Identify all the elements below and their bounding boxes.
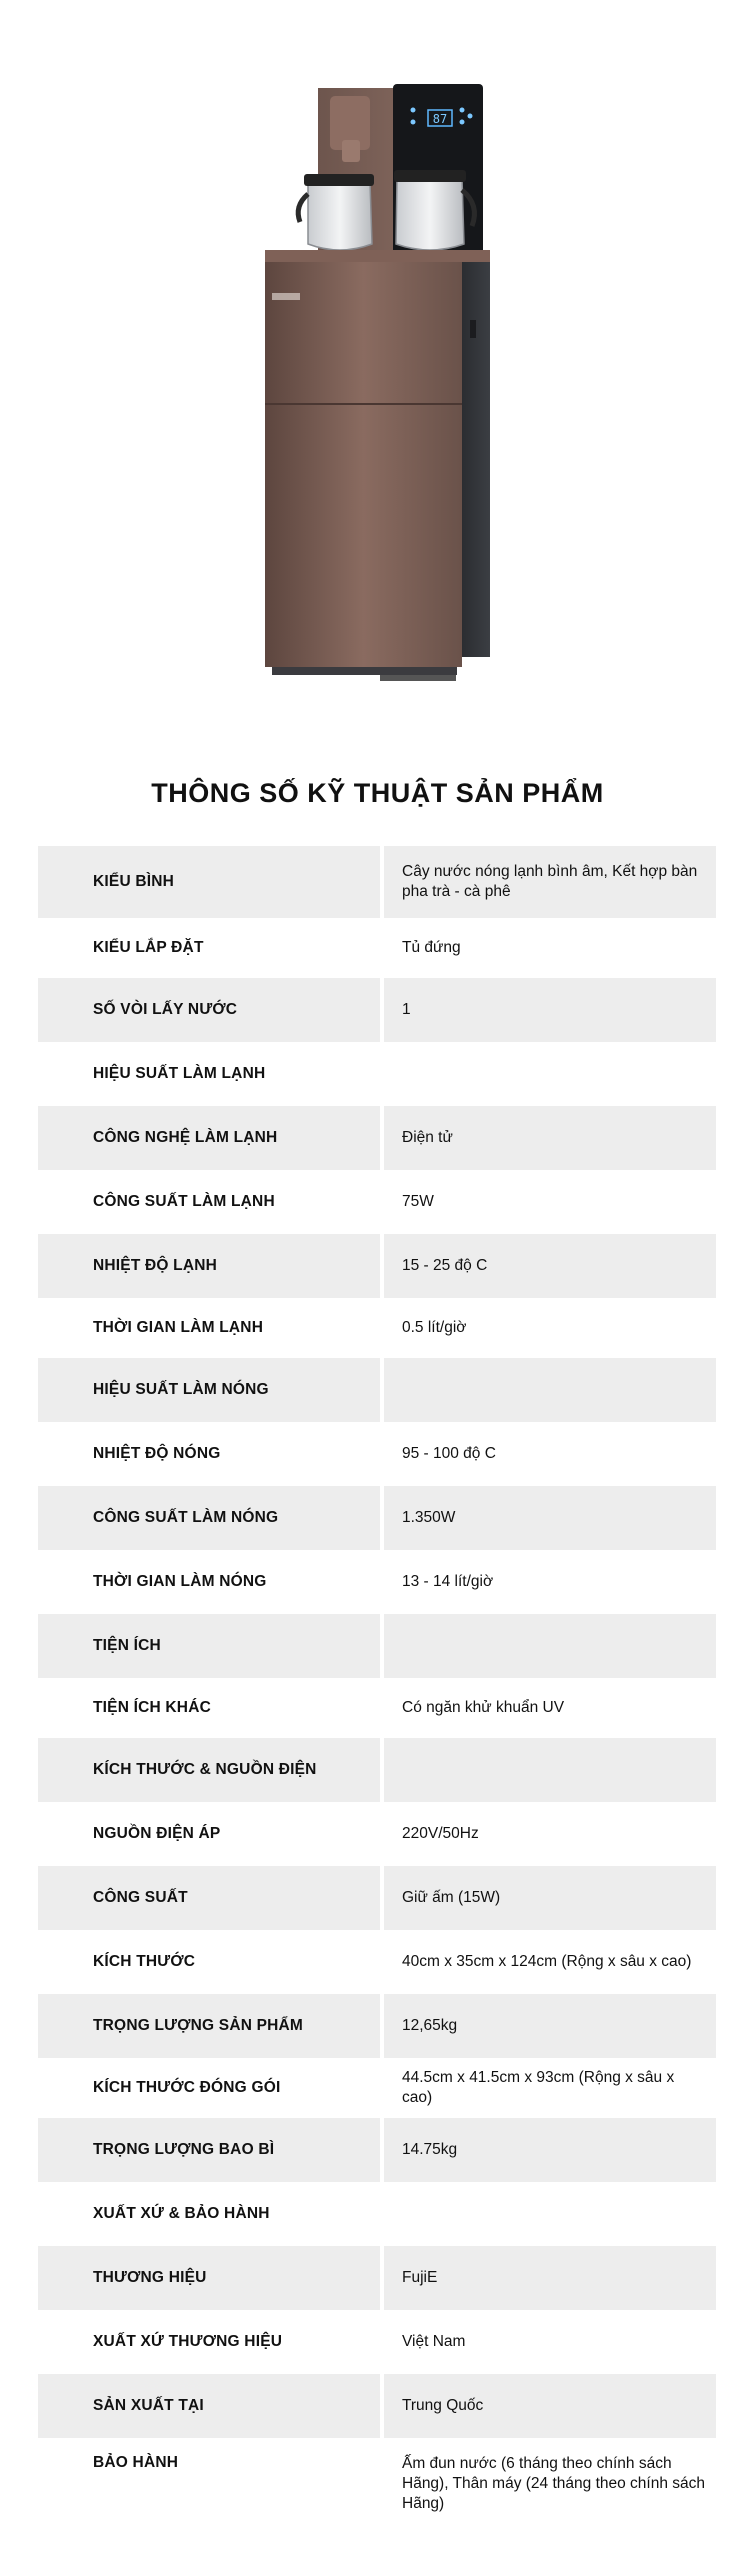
spec-value: 1.350W [402,1508,456,1526]
spec-divider [380,1738,384,1802]
spec-label: CÔNG SUẤT LÀM NÓNG [93,1509,279,1526]
spec-divider [380,1042,384,1106]
spec-divider [380,2182,384,2246]
spec-row [38,2374,716,2438]
spec-row [38,1550,716,1614]
spec-row [38,1994,716,2058]
spec-label: TRỌNG LƯỢNG BAO BÌ [93,2141,275,2158]
spec-row [38,2118,716,2182]
spec-row [38,1486,716,1550]
spec-label: KÍCH THƯỚC ĐÓNG GÓI [93,2079,281,2096]
spec-value: 95 - 100 độ C [402,1444,496,1462]
spec-label: HIỆU SUẤT LÀM NÓNG [93,1381,269,1398]
spec-row [38,1042,716,1106]
spec-label: NHIỆT ĐỘ NÓNG [93,1445,221,1462]
spec-value: 1 [402,1000,411,1018]
spec-row [38,2058,716,2118]
spec-value: 44.5cm x 41.5cm x 93cm (Rộng x sâu x cao) [402,2068,675,2106]
spec-label: THỜI GIAN LÀM NÓNG [93,1573,267,1590]
spec-label: SỐ VÒI LẤY NƯỚC [93,1001,238,1018]
spec-value: 75W [402,1192,434,1210]
spec-label: KIỂU BÌNH [93,873,175,890]
spec-value: 0.5 lít/giờ [402,1318,467,1336]
spec-divider [380,1358,384,1422]
spec-row [38,846,716,918]
spec-row [38,1678,716,1738]
spec-label: KÍCH THƯỚC [93,1953,196,1970]
spec-row [38,2182,716,2246]
spec-row [38,1234,716,1298]
spec-value: Tủ đứng [402,938,461,956]
spec-value: FujiE [402,2268,438,2286]
spec-row [38,1358,716,1422]
spec-row [38,1614,716,1678]
spec-row [38,2438,716,2534]
spec-divider [380,1614,384,1678]
spec-value: 14.75kg [402,2140,458,2158]
spec-value: 12,65kg [402,2016,458,2034]
spec-row [38,918,716,978]
spec-value: 220V/50Hz [402,1824,479,1842]
spec-value: Ấm đun nước (6 tháng theo chính sách Hãng), Thân máy (24 tháng theo chính sách Hãng) [402,2455,706,2513]
spec-label: NHIỆT ĐỘ LẠNH [93,1257,218,1274]
spec-row [38,1422,716,1486]
spec-label: TIỆN ÍCH [93,1637,161,1654]
spec-value: Việt Nam [402,2332,466,2350]
spec-label: KIỂU LẮP ĐẶT [93,939,204,956]
spec-label: HIỆU SUẤT LÀM LẠNH [93,1065,266,1082]
spec-label: CÔNG SUẤT [93,1889,188,1906]
spec-value: Trung Quốc [402,2396,484,2414]
spec-row [38,2310,716,2374]
spec-label: CÔNG NGHỆ LÀM LẠNH [93,1129,278,1146]
spec-value: Điện tử [402,1128,453,1146]
spec-row [38,1738,716,1802]
spec-label: CÔNG SUẤT LÀM LẠNH [93,1193,275,1210]
spec-value: Giữ ấm (15W) [402,1888,501,1906]
spec-label: THƯƠNG HIỆU [93,2269,207,2286]
spec-row [38,1930,716,1994]
page-title: THÔNG SỐ KỸ THUẬT SẢN PHẨM [151,778,604,808]
spec-value: Cây nước nóng lạnh bình âm, Kết hợp bàn pha trà - cà phê [402,862,698,900]
spec-row [38,978,716,1042]
spec-label: SẢN XUẤT TẠI [93,2397,204,2414]
spec-label: XUẤT XỨ & BẢO HÀNH [93,2205,270,2222]
spec-table [38,846,716,2534]
spec-label: KÍCH THƯỚC & NGUỒN ĐIỆN [93,1761,317,1778]
spec-value: 13 - 14 lít/giờ [402,1572,494,1590]
spec-row [38,1866,716,1930]
spec-label: XUẤT XỨ THƯƠNG HIỆU [93,2333,283,2350]
spec-label: NGUỒN ĐIỆN ÁP [93,1825,221,1842]
spec-value: 15 - 25 độ C [402,1256,488,1274]
spec-label: TRỌNG LƯỢNG SẢN PHẨM [93,2017,304,2034]
spec-row [38,1170,716,1234]
spec-label: BẢO HÀNH [93,2454,179,2471]
product-image [0,0,755,720]
spec-row [38,1802,716,1866]
spec-value: 40cm x 35cm x 124cm (Rộng x sâu x cao) [402,1952,692,1970]
spec-value: Có ngăn khử khuẩn UV [402,1698,565,1716]
spec-row [38,1298,716,1358]
spec-label: THỜI GIAN LÀM LẠNH [93,1319,264,1336]
spec-label: TIỆN ÍCH KHÁC [93,1699,211,1716]
spec-row [38,2246,716,2310]
panel-display: 87 [432,112,448,126]
spec-row [38,1106,716,1170]
